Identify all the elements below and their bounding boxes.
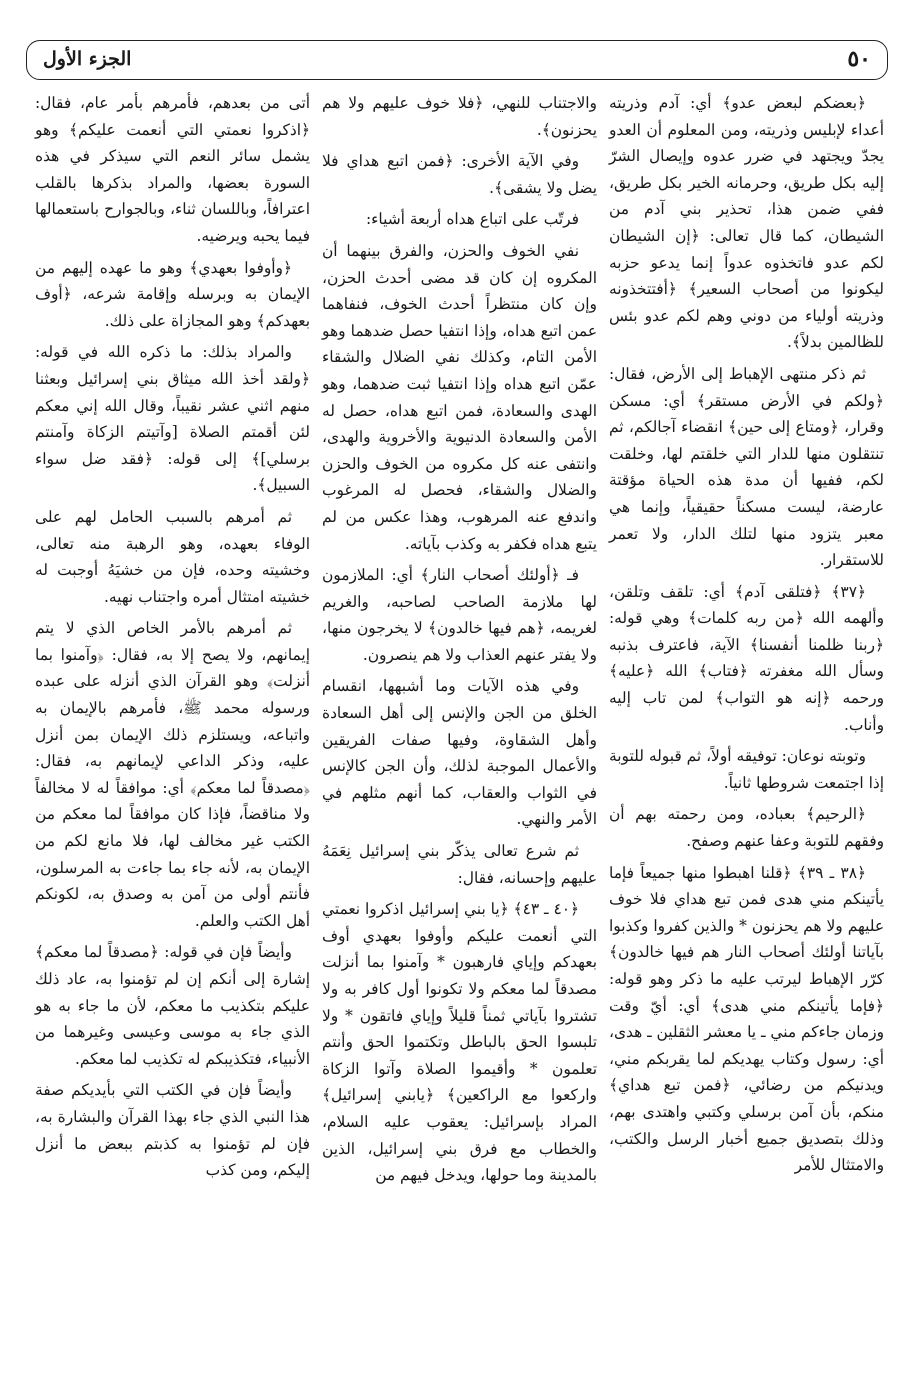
paragraph: وفي الآية الأخرى: ﴿فمن اتبع هداي فلا يضل ولا يشقى﴾. xyxy=(322,152,597,197)
paragraph: أتى من بعدهم، فأمرهم بأمر عام، فقال: ﴿اذكروا نعمتي التي أنعمت عليكم﴾ وهو يشمل سائر النعم التي سيذكر في هذه السورة بعضها، والمراد بذكرها بالقلب اعترافاً، وباللسان ثناء، وبالجوارح باستعمالها فيما يحبه ويرضيه. xyxy=(35,94,310,245)
part-title: الجزء الأول xyxy=(43,48,132,70)
paragraph: وفي هذه الآيات وما أشبهها، انقسام الخلق من الجن والإنس إلى أهل السعادة وأهل الشقاوة، وفيها صفات الفريقين والأعمال الموجبة لذلك، وأن الجن كالإنس في الثواب والعقاب، كما أنهم مثلهم في الأمر والنهي. xyxy=(322,677,597,829)
paragraph: والاجتناب للنهي، ﴿فلا خوف عليهم ولا هم يحزنون﴾. xyxy=(322,94,597,139)
column-left xyxy=(29,90,316,1375)
paragraph: نفي الخوف والحزن، والفرق بينهما أن المكروه إن كان قد مضى أحدث الحزن، وإن كان منتظراً أحدث الخوف، فنفاهما عمن اتبع هداه، وإذا انتفيا حصل ضدهما وهو الأمن التام، وكذلك نفي الضلال والشقاء عمّن اتبع هداه وإذا انتفيا ثبت ضدهما، وهو الهدى والسعادة، فمن اتبع هداه، حصل له الأمن والسعادة الدنيوية والأخروية والهدى، وانتفى عنه كل مكروه من الخوف والحزن والضلال والشقاء، فحصل له المرغوب واندفع عنه المرهوب، وهذا عكس من لم يتبع هداه فكفر به وكذب بآياته. xyxy=(322,241,597,553)
paragraph: وأيضاً فإن في الكتب التي بأيديكم صفة هذا النبي الذي جاء بهذا القرآن والبشارة به، فإن لم تؤمنوا به كذبتم ببعض ما أنزل إليكم، ومن كذب xyxy=(35,1081,310,1180)
paragraph: ثم شرع تعالى يذكّر بني إسرائيل نِعَمَهُ عليهم وإحسانه، فقال: xyxy=(322,842,597,887)
paragraph: ﴿٣٧﴾ ﴿فتلقى آدم﴾ أي: تلقف وتلقن، وألهمه الله ﴿من ربه كلمات﴾ وهي قوله: ﴿ربنا ظلمنا أنفسنا﴾ الآية، فاعترف بذنبه وسأل الله مغفرته ﴿فتاب﴾ الله ﴿عليه﴾ ورحمه ﴿إنه هو التواب﴾ لمن تاب إليه وأناب. xyxy=(609,582,884,734)
paragraph: فرتّب على اتباع هداه أربعة أشياء: xyxy=(365,210,579,229)
paragraph: فـ ﴿أولئك أصحاب النار﴾ أي: الملازمون لها ملازمة الصاحب لصاحبه، والغريم لغريمه، ﴿هم فيها خالدون﴾ لا يخرجون منها، ولا يفتر عنهم العذاب ولا هم ينصرون. xyxy=(322,566,597,664)
paragraph: ﴿بعضكم لبعض عدو﴾ أي: آدم وذريته أعداء لإبليس وذريته، ومن المعلوم أن العدو يجدّ ويجتهد في ضرر عدوه وإيصال الشرّ إليه بكل طريق، وحرمانه الخير بكل طريق، ففي ضمن هذا، تحذير بني آدم من الشيطان، كما قال تعالى: ﴿إن الشيطان لكم عدو فاتخذوه عدواً إنما يدعو حزبه ليكونوا من أصحاب السعير﴾ ﴿أفتتخذونه وذريته أولياء من دوني وهم لكم عدو بئس للظالمين بدلاً﴾. xyxy=(609,94,884,352)
paragraph: والمراد بذلك: ما ذكره الله في قوله: ﴿ولقد أخذ الله ميثاق بني إسرائيل وبعثنا منهم اثني عشر نقيباً، وقال الله إني معكم لئن أقمتم الصلاة [وآتيتم الزكاة وآمنتم برسلي]﴾ إلى قوله: ﴿فقد ضل سواء السبيل﴾. xyxy=(35,343,310,495)
paragraph: وأيضاً فإن في قوله: ﴿مصدقاً لما معكم﴾ إشارة إلى أنكم إن لم تؤمنوا به، عاد ذلك عليكم بتكذيب ما معكم، لأن ما جاء به هو الذي جاء به موسى وعيسى وغيرهما من الأنبياء، فتكذيبكم له تكذيب لما معكم. xyxy=(35,943,310,1068)
paragraph: ثم أمرهم بالأمر الخاص الذي لا يتم إيمانهم، ولا يصح إلا به، فقال: ﴿وآمنوا بما أنزلت﴾ وهو القرآن الذي أنزله على عبده ورسوله محمد ﷺ، فأمرهم بالإيمان به واتباعه، ويستلزم ذلك الإيمان بمن أنزل عليه، وذكر الداعي لإيمانهم به، فقال: ﴿مصدقاً لما معكم﴾ أي: موافقاً له لا مخالفاً ولا مناقضاً، فإذا كان موافقاً لما معكم من الكتب غير مخالف لها، فلا مانع لكم من الإيمان به، لأنه جاء بما جاءت به المرسلون، فأنتم أولى من آمن به وصدق به، لكونكم أهل الكتب والعلم. xyxy=(35,619,310,930)
paragraph: ﴿الرحيم﴾ بعباده، ومن رحمته بهم أن وفقهم للتوبة وعفا عنهم وصفح. xyxy=(609,805,884,851)
paragraph: وتوبته نوعان: توفيقه أولاً، ثم قبوله للتوبة إذا اجتمعت شروطها ثانياً. xyxy=(609,747,884,792)
page-header xyxy=(26,40,888,80)
page-number: ٥٠ xyxy=(847,46,871,72)
text-columns xyxy=(28,90,890,1375)
column-middle xyxy=(316,90,603,1375)
paragraph: ﴿٤٠ ـ ٤٣﴾ ﴿يا بني إسرائيل اذكروا نعمتي التي أنعمت عليكم وأوفوا بعهدي أوف بعهدكم وإياي فارهبون * وآمنوا بما أنزلت مصدقاً لما معكم ولا تكونوا أول كافر به ولا تشتروا بآياتي ثمناً قليلاً وإياي فاتقون * ولا تلبسوا الحق بالباطل وتكتموا الحق وأنتم تعلمون * وأقيموا الصلاة وآتوا الزكاة واركعوا مع الراكعين﴾ ﴿يابني إسرائيل﴾ المراد بإسرائيل: يعقوب عليه السلام، والخطاب مع فرق بني إسرائيل، الذين بالمدينة وما حولها، ويدخل فيهم من xyxy=(322,900,597,1185)
paragraph: ﴿وأوفوا بعهدي﴾ وهو ما عهده إليهم من الإيمان به وبرسله وإقامة شرعه، ﴿أوف بعهدكم﴾ وهو المجازاة على ذلك. xyxy=(35,258,310,330)
paragraph: ﴿٣٨ ـ ٣٩﴾ ﴿قلنا اهبطوا منها جميعاً فإما يأتينكم مني هدى فمن تبع هداي فلا خوف عليهم ولا هم يحزنون * والذين كفروا وكذبوا بآياتنا أولئك أصحاب النار هم فيها خالدون﴾ كرّر الإهباط ليرتب عليه ما ذكر وهو قوله: ﴿فإما يأتينكم مني هدى﴾ أي: أيّ وقت وزمان جاءكم مني ـ يا معشر الثقلين ـ هدى، أي: رسول وكتاب يهديكم لما يقربكم مني، ويدنيكم من رضائي، ﴿فمن تبع هداي﴾ منكم، بأن آمن برسلي وكتبي واهتدى بهم، وذلك بتصديق جميع أخبار الرسل والكتب، والامتثال للأمر xyxy=(609,863,884,1175)
paragraph: ثم أمرهم بالسبب الحامل لهم على الوفاء بعهده، وهو الرهبة منه تعالى، وخشيته وحده، فإن من خشيَهُ أوجبت له خشيته امتثال أمره واجتناب نهيه. xyxy=(35,507,310,606)
column-right xyxy=(603,90,890,1375)
paragraph: ثم ذكر منتهى الإهباط إلى الأرض، فقال: ﴿ولكم في الأرض مستقر﴾ أي: مسكن وقرار، ﴿ومتاع إلى حين﴾ انقضاء آجالكم، ثم تنتقلون منها للدار التي خلقتم لها، وخلقت لكم، ففيها أن مدة هذه الحياة مؤقتة عارضة، ليست مسكناً حقيقياً، وإنما هي معبر يتزود منها لتلك الدار، ولا تعمر للاستقرار. xyxy=(609,364,884,570)
